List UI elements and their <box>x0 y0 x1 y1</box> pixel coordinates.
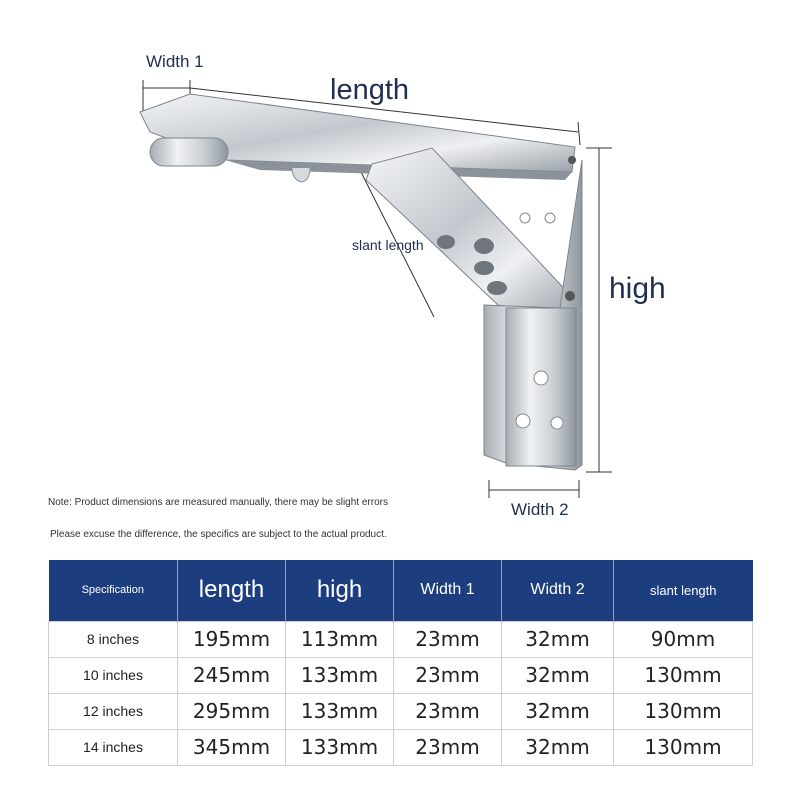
cell-width1: 23mm <box>394 657 502 693</box>
cell-slant-length: 130mm <box>614 657 753 693</box>
cell-spec: 10 inches <box>49 657 178 693</box>
length-label: length <box>330 74 410 106</box>
bracket-vertical-arm <box>484 156 582 470</box>
cell-high: 133mm <box>286 657 394 693</box>
cell-high: 133mm <box>286 693 394 729</box>
cell-width1: 23mm <box>394 621 502 657</box>
cell-high: 113mm <box>286 621 394 657</box>
header-slant-length: slant length <box>614 560 753 621</box>
cell-width2: 32mm <box>502 621 614 657</box>
table-row <box>49 693 753 729</box>
cell-length: 295mm <box>178 693 286 729</box>
cell-length: 195mm <box>178 621 286 657</box>
disclaimer-note: Note: Product dimensions are measured manually, there may be slight errors <box>48 497 388 508</box>
header-specification: Specification <box>49 560 178 621</box>
cell-spec: 14 inches <box>49 729 178 765</box>
slant-length-label: slant length <box>352 237 424 253</box>
cell-slant-length: 90mm <box>614 621 753 657</box>
cell-high: 133mm <box>286 729 394 765</box>
width1-label: Width 1 <box>146 52 204 71</box>
header-width2: Width 2 <box>502 560 614 621</box>
cell-width2: 32mm <box>502 729 614 765</box>
table-header-row <box>49 560 753 621</box>
cell-length: 345mm <box>178 729 286 765</box>
cell-width1: 23mm <box>394 729 502 765</box>
cell-width1: 23mm <box>394 693 502 729</box>
header-high: high <box>286 560 394 621</box>
table-row <box>49 657 753 693</box>
cell-width2: 32mm <box>502 657 614 693</box>
cell-spec: 12 inches <box>49 693 178 729</box>
table-row <box>49 729 753 765</box>
header-length: length <box>178 560 286 621</box>
specification-table <box>48 560 753 766</box>
width2-label: Width 2 <box>511 500 569 519</box>
header-width1: Width 1 <box>394 560 502 621</box>
high-label: high <box>609 272 666 305</box>
cell-length: 245mm <box>178 657 286 693</box>
cell-width2: 32mm <box>502 693 614 729</box>
cell-spec: 8 inches <box>49 621 178 657</box>
disclaimer-note-2: Please excuse the difference, the specifics are subject to the actual product. <box>50 529 387 540</box>
cell-slant-length: 130mm <box>614 693 753 729</box>
cell-slant-length: 130mm <box>614 729 753 765</box>
table-row <box>49 621 753 657</box>
